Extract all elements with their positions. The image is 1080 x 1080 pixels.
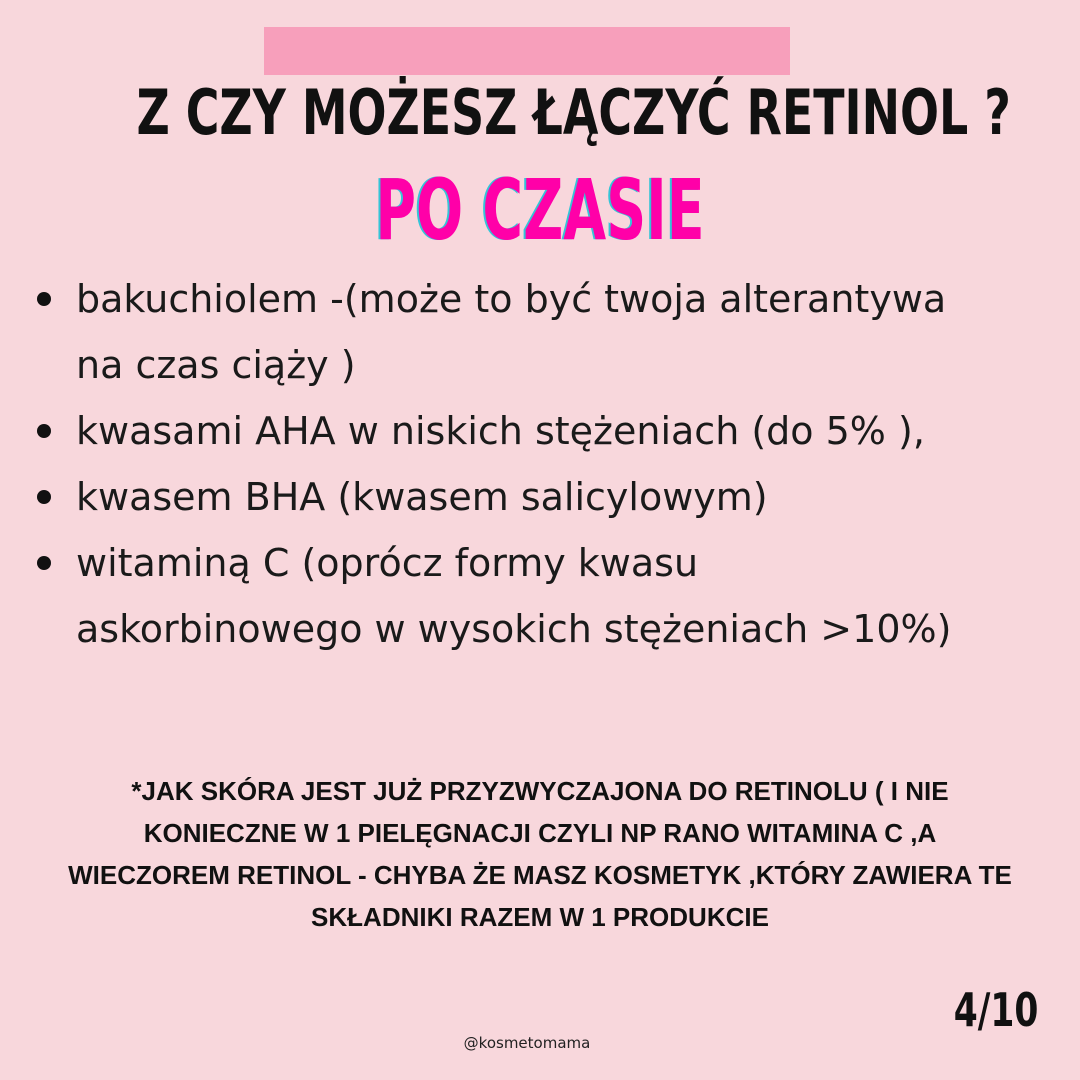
list-item (0, 530, 1080, 662)
footnote: *JAK SKÓRA JEST JUŻ PRZYZWYCZAJONA DO RETINOLU ( I NIE KONIECZNE W 1 PIELĘGNACJI CZYLI NP RANO WITAMINA C ,A WIECZOREM RETINOL - CHYBA ŻE MASZ KOSMETYK ,KTÓRY ZAWIERA TE SKŁADNIKI RAZEM W 1 PRODUKCIE (68, 776, 1012, 932)
bullet-dot-icon (37, 424, 51, 438)
list-item (0, 464, 1080, 530)
page-title: Z CZY MOŻESZ ŁĄCZYĆ RETINOL ? (136, 76, 1011, 149)
bullet-dot-icon (37, 490, 51, 504)
list-item (0, 398, 1080, 464)
list-item-line: bakuchiolem -(może to być twoja alterantywa (76, 277, 947, 321)
list-item-line: kwasem BHA (kwasem salicylowym) (76, 475, 768, 519)
list-item-line: witaminą C (oprócz formy kwasu (76, 541, 699, 585)
bullet-dot-icon (37, 292, 51, 306)
list-item-line: askorbinowego w wysokich stężeniach >10%) (76, 607, 952, 651)
ingredient-list (0, 266, 1080, 662)
bullet-dot-icon (37, 556, 51, 570)
author-handle: @kosmetomama (463, 1034, 591, 1052)
list-item-line: na czas ciąży ) (76, 343, 356, 387)
list-item (0, 266, 1080, 398)
page-subtitle: PO CZASIE (375, 161, 705, 259)
list-item-line: kwasami AHA w niskich stężeniach (do 5% ), (76, 409, 925, 453)
page-indicator: 4/10 (953, 983, 1039, 1037)
